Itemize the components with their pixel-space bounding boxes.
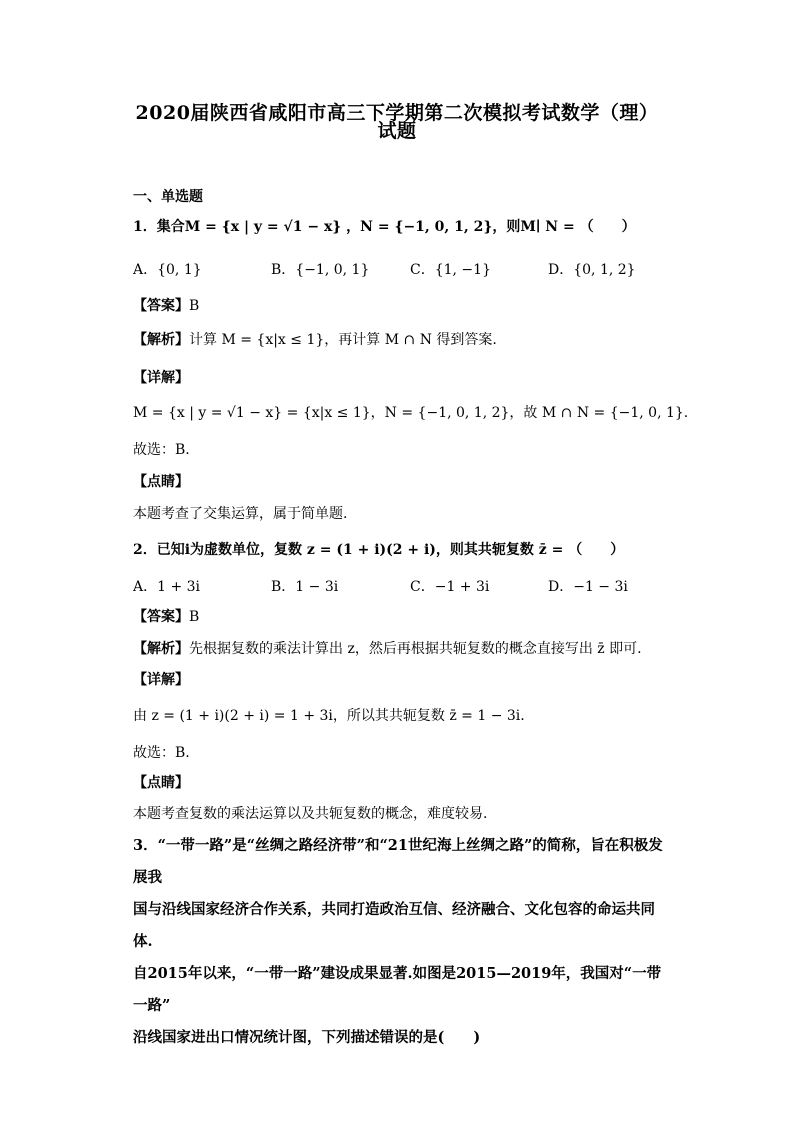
q1-detail-tag: 【详解】 xyxy=(133,370,189,386)
q2-comment: 本题考查复数的乘法运算以及共轭复数的概念，难度较易. xyxy=(133,806,488,822)
q1-option-d: D．{0, 1, 2} xyxy=(548,262,636,278)
q1-answer-tag: 【答案】 xyxy=(133,298,189,314)
q3-line-1: 3．“一带一路”是“丝绸之路经济带”和“21世纪海上丝绸之路”的简称，旨在积极发展我 xyxy=(133,837,663,886)
q2-detail: 由 z = (1 + i)(2 + i) = 1 + 3i，所以其共轭复数 z̄ = 1 − 3i. xyxy=(133,708,525,724)
q2-analysis-text: 先根据复数的乘法计算出 z，然后再根据共轭复数的概念直接写出 z̄ 即可. xyxy=(189,641,642,657)
q1-choice: 故选：B. xyxy=(133,442,190,458)
q1-option-a: A．{0, 1} xyxy=(133,262,202,278)
doc-title-line1: 2020届陕西省咸阳市高三下学期第二次模拟考试数学（理） xyxy=(135,102,659,124)
section-heading: 一、单选题 xyxy=(133,189,203,205)
q2-analysis-tag: 【解析】 xyxy=(133,641,189,657)
q1-analysis-text: 计算 M = {x|x ≤ 1}，再计算 M ∩ N 得到答案. xyxy=(189,332,497,348)
q2-analysis xyxy=(133,639,642,659)
q1-analysis xyxy=(133,330,497,350)
q1-detail: M = {x | y = √1 − x} = {x|x ≤ 1}，N = {−1, 0, 1, 2}，故 M ∩ N = {−1, 0, 1}. xyxy=(133,405,689,421)
q2-answer-value: B xyxy=(189,609,200,625)
q2-option-a: A．1 + 3i xyxy=(133,579,201,595)
q1-answer-value: B xyxy=(189,298,200,314)
q3-line-2: 国与沿线国家经济合作关系，共同打造政治互信、经济融合、文化包容的命运共同体. xyxy=(133,901,655,950)
q2-option-c: C．−1 + 3i xyxy=(410,579,490,595)
q1-option-c: C．{1, −1} xyxy=(410,262,491,278)
q3-line-4: 沿线国家进出口情况统计图，下列描述错误的是( ) xyxy=(133,1029,481,1046)
q1-comment-tag: 【点睛】 xyxy=(133,474,189,490)
q2-answer xyxy=(133,607,199,627)
q1-analysis-tag: 【解析】 xyxy=(133,332,189,348)
q2-detail-tag: 【详解】 xyxy=(133,672,189,688)
q2-option-d: D．−1 − 3i xyxy=(548,579,628,595)
q1-comment: 本题考查了交集运算，属于简单题. xyxy=(133,506,348,522)
q1-option-b: B．{−1, 0, 1} xyxy=(271,262,370,278)
q1-stem: 1．集合M = {x | y = √1 − x} ，N = {−1, 0, 1, 2}，则M∣ N = （ ） xyxy=(133,219,636,235)
q2-choice: 故选：B. xyxy=(133,745,190,761)
q1-answer xyxy=(133,296,199,316)
q3-line-3: 自2015年以来，“一带一路”建设成果显著.如图是2015—2019年，我国对“一带一路” xyxy=(133,965,662,1014)
q2-answer-tag: 【答案】 xyxy=(133,609,189,625)
q2-comment-tag: 【点睛】 xyxy=(133,775,189,791)
q3-stem xyxy=(133,830,673,1054)
q2-option-b: B．1 − 3i xyxy=(271,579,339,595)
q2-stem: 2．已知i为虚数单位，复数 z = (1 + i)(2 + i)，则其共轭复数 z̄ = （ ） xyxy=(133,542,625,558)
doc-title-line2: 试题 xyxy=(377,120,417,142)
